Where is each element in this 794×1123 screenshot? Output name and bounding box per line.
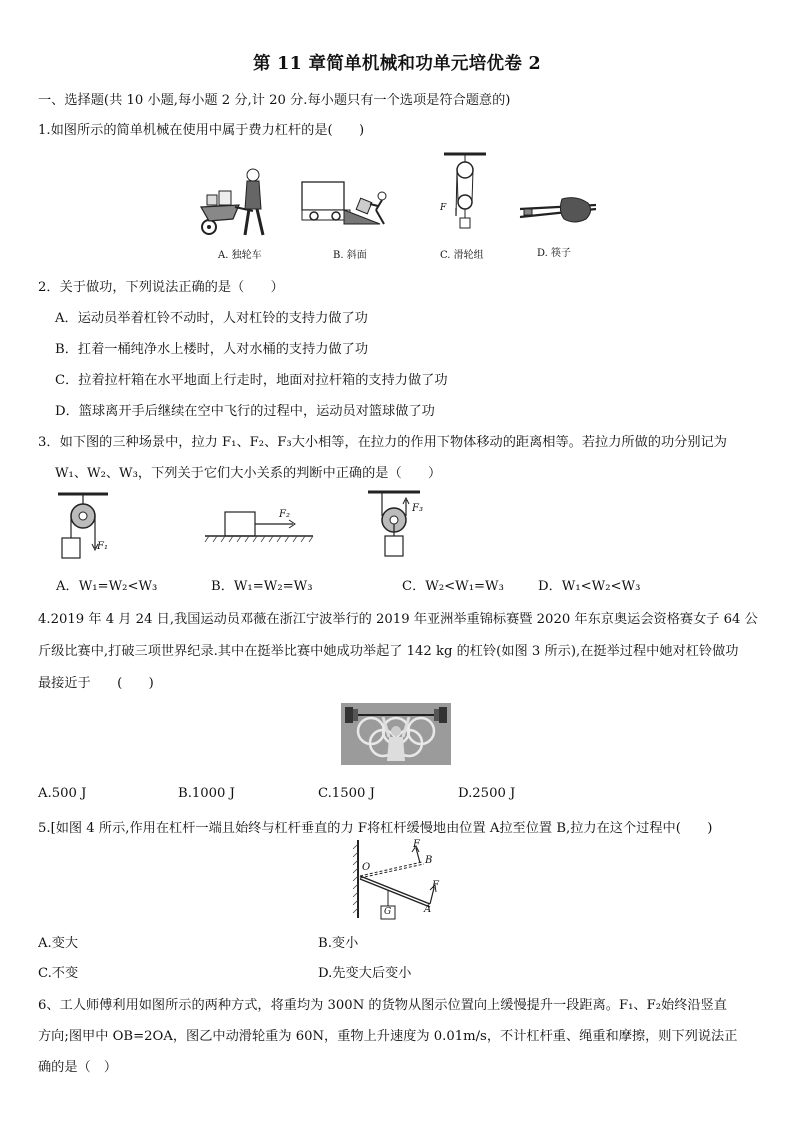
q2-option-a: A．运动员举着杠铃不动时，人对杠铃的支持力做了功 [55,311,368,326]
q3-option-d: D．W₁<W₂<W₃ [538,579,641,594]
q1-caption-d: D. 筷子 [537,248,572,259]
q3-option-a: A．W₁=W₂<W₃ [56,579,158,594]
q5-option-b: B.变小 [318,936,359,951]
q5-option-a: A.变大 [38,936,79,951]
q1-stem: 1.如图所示的简单机械在使用中属于费力杠杆的是( ) [38,123,365,138]
q3-f2-label: F₂ [279,509,290,520]
q3-stem-line1: 3．如下图的三种场景中，拉力 F₁、F₂、F₃大小相等，在拉力的作用下物体移动的距离相等。若拉力所做的功分别记为 [38,435,727,450]
q4-weightlifting-photo [341,703,451,765]
q1-chopsticks-figure [518,195,598,229]
section-heading: 一、选择题(共 10 小题,每小题 2 分,计 20 分.每小题只有一个选项是符合题意的) [38,93,511,108]
q1-caption-c: C. 滑轮组 [440,250,484,261]
q5-option-d: D.先变大后变小 [318,966,412,981]
q3-ground-block-figure [205,508,315,548]
q5-label-b: B [425,855,433,866]
q1-pulley-figure [440,150,490,240]
q1-wheelbarrow-figure [195,165,275,240]
q6-line2: 方向;图甲中 OB=2OA，图乙中动滑轮重为 60N，重物上升速度为 0.01m/s，不计杠杆重、绳重和摩擦，则下列说法正 [38,1029,738,1044]
q5-option-c: C.不变 [38,966,79,981]
q3-f3-label: F₃ [412,503,423,514]
q5-label-f-top: F [413,839,420,850]
q3-fixed-pulley-figure [58,492,118,564]
q3-option-b: B．W₁=W₂=W₃ [211,579,313,594]
q4-stem-line1: 4.2019 年 4 月 24 日,我国运动员邓薇在浙江宁波举行的 2019 年亚洲举重锦标赛暨 2020 年东京奥运会资格赛女子 64 公 [38,612,758,627]
q2-option-c: C．拉着拉杆箱在水平地面上行走时，地面对拉杆箱的支持力做了功 [55,373,448,388]
q5-label-g: G [384,907,392,917]
q5-stem: 5.[如图 4 所示,作用在杠杆一端且始终与杠杆垂直的力 F将杠杆缓慢地由位置 A拉至位置 B,拉力在这个过程中( ) [38,821,713,836]
q3-movable-pulley-figure [368,490,428,565]
q2-option-b: B．扛着一桶纯净水上楼时，人对水桶的支持力做了功 [55,342,369,357]
q3-stem-line2: W₁、W₂、W₃，下列关于它们大小关系的判断中正确的是（ ） [55,466,442,481]
q4-option-c: C.1500 J [318,786,375,801]
q4-option-d: D.2500 J [458,786,516,801]
q1-caption-a: A. 独轮车 [218,250,262,261]
q5-label-o: O [362,862,371,873]
q2-stem: 2．关于做功，下列说法正确的是（ ） [38,280,284,295]
page-title: 第 11 章简单机械和功单元培优卷 2 [252,54,541,74]
q4-stem-line2: 斤级比赛中,打破三项世界纪录.其中在挺举比赛中她成功举起了 142 kg 的杠铃(如图 3 所示),在挺举过程中她对杠铃做功 [38,644,739,659]
q2-option-d: D．篮球离开手后继续在空中飞行的过程中，运动员对篮球做了功 [55,404,435,419]
q3-option-c: C．W₂<W₁=W₃ [402,579,504,594]
q4-stem-line3: 最接近于 ( ) [38,676,154,691]
q1-caption-b: B. 斜面 [333,250,367,261]
q1-incline-figure [300,180,390,230]
q4-option-b: B.1000 J [178,786,235,801]
q3-f1-label: F₁ [97,541,108,552]
q6-line3: 确的是（ ） [38,1060,118,1075]
q6-line1: 6、工人师傅利用如图所示的两种方式，将重均为 300N 的货物从图示位置向上缓慢提升一段距离。F₁、F₂始终沿竖直 [38,998,727,1013]
q5-label-a: A [424,904,432,915]
q4-option-a: A.500 J [38,786,87,801]
q5-label-f-bottom: F [432,880,439,891]
q1-force-label: F [440,203,447,213]
